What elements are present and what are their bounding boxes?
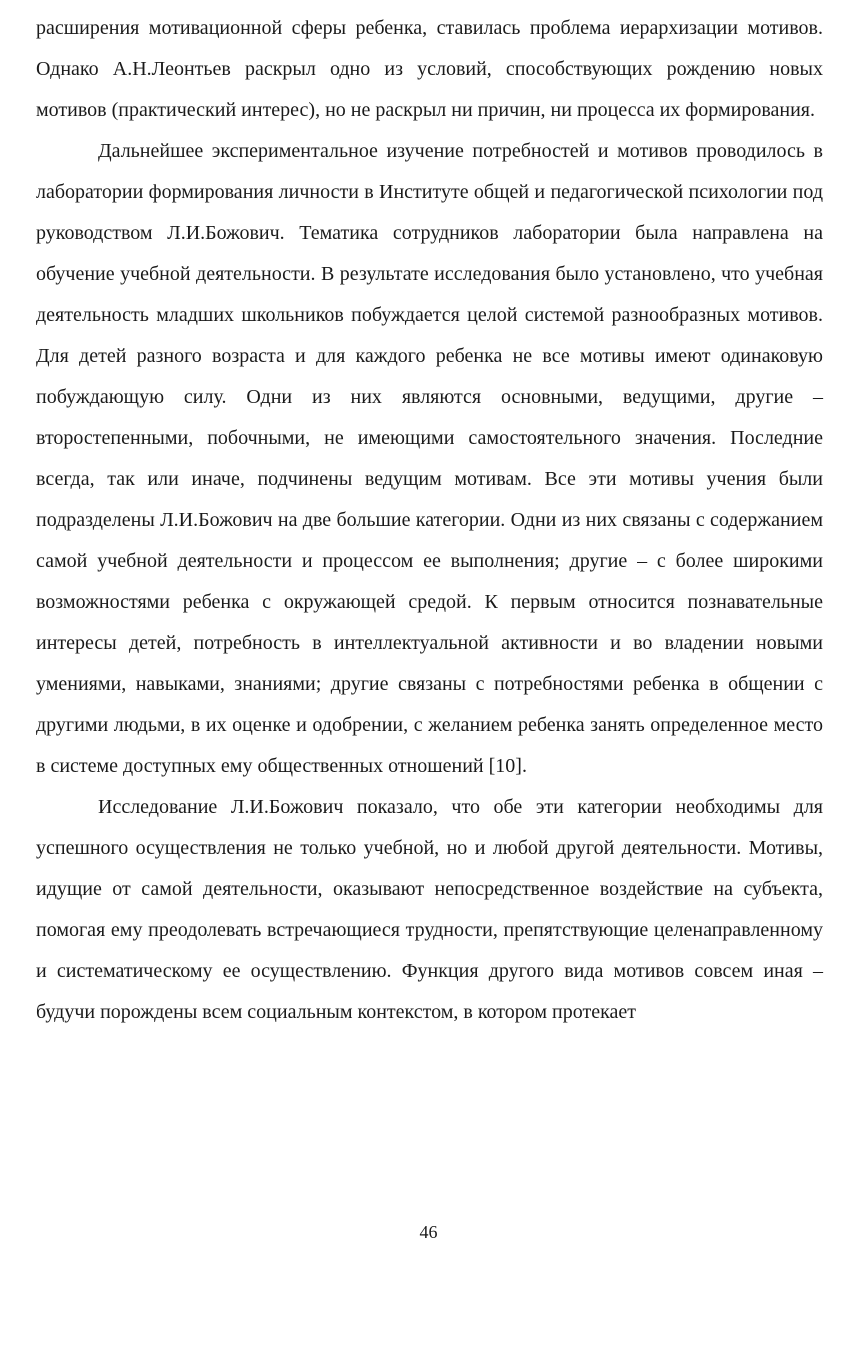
paragraph-2: Дальнейшее экспериментальное изучение потребностей и мотивов проводилось в лаборатории формирования личности в Институте общей и педагогической психологии под руководством Л.И.Божович. Тематика сотрудников лаборатории была направлена на обучение учебной деятельности. В результате исследования было установлено, что учебная деятельность младших школьников побуждается целой системой разнообразных мотивов. Для детей разного возраста и для каждого ребенка не все мотивы имеют одинаковую побуждающую силу. Одни из них являются основными, ведущими, другие – второстепенными, побочными, не имеющими самостоятельного значения. Последние всегда, так или иначе, подчинены ведущим мотивам. Все эти мотивы учения были подразделены Л.И.Божович на две большие категории. Одни из них связаны с содержанием самой учебной деятельности и процессом ее выполнения; другие – с более широкими возможностями ребенка с окружающей средой. К первым относится познавательные интересы детей, потребность в интеллектуальной активности и во владении новыми умениями, навыками, знаниями; другие связаны с потребностями ребенка в общении с другими людьми, в их оценке и одобрении, с желанием ребенка занять определенное место в системе доступных ему общественных отношений [10].	[36, 140, 823, 777]
page-number: 46	[419, 1222, 438, 1242]
page-body	[36, 8, 823, 1033]
paragraph-3: Исследование Л.И.Божович показало, что обе эти категории необходимы для успешного осуществления не только учебной, но и любой другой деятельности. Мотивы, идущие от самой деятельности, оказывают непосредственное воздействие на субъекта, помогая ему преодолевать встречающиеся трудности, препятствующие целенаправленному и систематическому ее осуществлению. Функция другого вида мотивов совсем иная – будучи порождены всем социальным контекстом, в котором протекает	[36, 796, 823, 1023]
paragraph-1: расширения мотивационной сферы ребенка, ставилась проблема иерархизации мотивов. Однако А.Н.Леонтьев раскрыл одно из условий, способствующих рождению новых мотивов (практический интерес), но не раскрыл ни причин, ни процесса их формирования.	[36, 17, 823, 121]
